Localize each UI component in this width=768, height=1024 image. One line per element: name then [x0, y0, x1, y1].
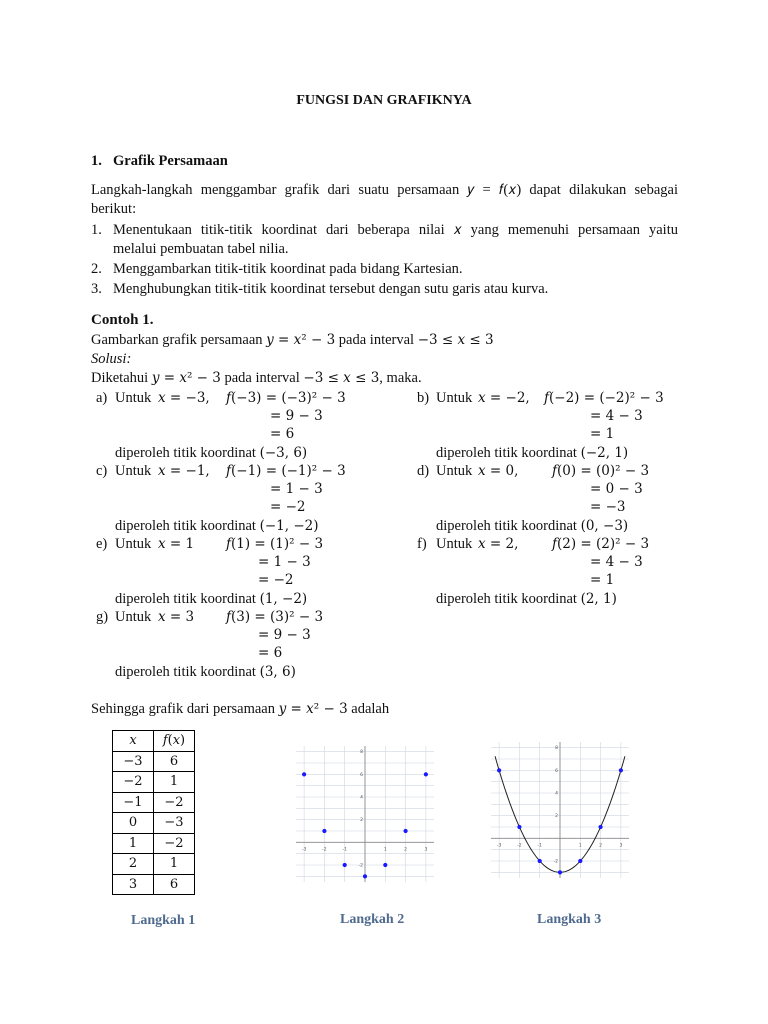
- case-f-label: f): [417, 536, 427, 552]
- step-3-number: 3.: [91, 281, 102, 297]
- case-c-step-1: = 1 − 3: [270, 481, 323, 497]
- case-d-label: d): [417, 463, 430, 479]
- case-b-step-1: = 4 − 3: [590, 408, 643, 424]
- table-header-x: 𝑥: [113, 731, 154, 752]
- case-d-function: 𝑓(0) = (0)² − 3: [552, 463, 650, 479]
- table-cell-x: −2: [113, 772, 154, 793]
- step-1-text-cont: melalui pembuatan tabel nilia.: [113, 241, 289, 257]
- x-tick-label: -2: [517, 843, 522, 849]
- step-1-text: Menentukaan titik-titik koordinat dari beberapa nilai 𝑥 yang memenuhi persamaan yaitu: [113, 222, 678, 238]
- case-e-coordinate: (1, −2): [259, 591, 308, 607]
- case-b-result: [436, 444, 628, 462]
- case-a-step-1: = 9 − 3: [270, 408, 323, 424]
- section-heading: Grafik Persamaan: [113, 153, 228, 169]
- case-e-label: e): [96, 536, 108, 552]
- table-row: [113, 833, 195, 854]
- given-prefix: Diketahui: [91, 370, 152, 386]
- x-tick-label: 3: [424, 847, 428, 853]
- case-d-result-text: diperoleh titik koordinat: [436, 518, 577, 534]
- case-a-coordinate: (−3, 6): [259, 445, 308, 461]
- case-a-result-text: diperoleh titik koordinat: [115, 445, 256, 461]
- table-cell-fx: 1: [154, 854, 195, 875]
- table-header-fx: 𝑓(𝑥): [154, 731, 195, 752]
- case-c-result: [115, 517, 319, 535]
- case-e-function: 𝑓(1) = (1)² − 3: [226, 536, 324, 552]
- case-f-coordinate: (2, 1): [580, 591, 617, 607]
- case-a-label: a): [96, 390, 108, 406]
- case-c-untuk: Untuk: [115, 463, 152, 479]
- table-row: [113, 751, 195, 772]
- data-point: [343, 863, 347, 867]
- step-3-text: Menghubungkan titik-titik koordinat tersebut dengan sutu garis atau kurva.: [113, 281, 549, 297]
- x-tick-label: -1: [342, 847, 347, 853]
- problem-prefix: Gambarkan grafik persamaan: [91, 332, 267, 348]
- table-cell-fx: 6: [154, 751, 195, 772]
- data-point: [497, 768, 501, 772]
- table-header-row: [113, 731, 195, 752]
- case-a-x: 𝑥 = −3,: [158, 390, 210, 406]
- case-g-coordinate: (3, 6): [259, 664, 296, 680]
- given-statement: [91, 369, 422, 387]
- case-d-result: [436, 517, 628, 535]
- case-a-function: 𝑓(−3) = (−3)² − 3: [226, 390, 346, 406]
- case-e-result: [115, 590, 307, 608]
- y-tick-label: 2: [360, 818, 363, 824]
- case-a-step-2: = 6: [270, 426, 295, 442]
- x-tick-label: -2: [322, 847, 327, 853]
- table-cell-x: −3: [113, 751, 154, 772]
- data-point: [322, 829, 326, 833]
- y-tick-label: 4: [555, 791, 558, 797]
- data-point: [578, 859, 582, 863]
- case-d-step-1: = 0 − 3: [590, 481, 643, 497]
- table-cell-fx: −2: [154, 833, 195, 854]
- table-cell-x: −1: [113, 792, 154, 813]
- x-tick-label: -1: [537, 843, 542, 849]
- section-number: 1.: [91, 153, 102, 169]
- x-tick-label: 1: [383, 847, 387, 853]
- case-e-step-2: = −2: [258, 572, 294, 588]
- case-c-label: c): [96, 463, 108, 479]
- case-b-result-text: diperoleh titik koordinat: [436, 445, 577, 461]
- data-point: [517, 825, 521, 829]
- table-row: [113, 874, 195, 895]
- case-d-x: 𝑥 = 0,: [478, 463, 519, 479]
- case-c-coordinate: (−1, −2): [259, 518, 319, 534]
- data-point: [558, 870, 562, 874]
- table-cell-x: 2: [113, 854, 154, 875]
- case-b-step-2: = 1: [590, 426, 615, 442]
- case-b-label: b): [417, 390, 430, 406]
- y-tick-label: 8: [360, 750, 363, 756]
- case-a-result: [115, 444, 307, 462]
- intro-line-2: berikut:: [91, 201, 137, 217]
- data-point: [403, 829, 407, 833]
- given-equation: 𝑦 = 𝑥² − 3: [151, 370, 221, 386]
- y-tick-label: 6: [555, 768, 558, 774]
- given-mid: pada interval: [220, 370, 304, 386]
- data-point: [619, 768, 623, 772]
- data-point: [598, 825, 602, 829]
- page-title: FUNGSI DAN GRAFIKNYA: [296, 93, 472, 108]
- caption-step-3: Langkah 3: [537, 912, 602, 927]
- case-b-function: 𝑓(−2) = (−2)² − 3: [544, 390, 664, 406]
- x-tick-label: 1: [578, 843, 582, 849]
- case-b-coordinate: (−2, 1): [580, 445, 629, 461]
- table-cell-fx: −3: [154, 813, 195, 834]
- case-c-x: 𝑥 = −1,: [158, 463, 210, 479]
- y-tick-label: 6: [360, 772, 363, 778]
- case-g-function: 𝑓(3) = (3)² − 3: [226, 609, 324, 625]
- case-g-x: 𝑥 = 3: [158, 609, 195, 625]
- case-e-x: 𝑥 = 1: [158, 536, 195, 552]
- table-row: [113, 772, 195, 793]
- y-tick-label: 2: [555, 814, 558, 820]
- case-c-step-2: = −2: [270, 499, 306, 515]
- case-e-untuk: Untuk: [115, 536, 152, 552]
- case-f-function: 𝑓(2) = (2)² − 3: [552, 536, 650, 552]
- conclusion-suffix: adalah: [347, 701, 390, 717]
- step-1-number: 1.: [91, 222, 102, 238]
- case-g-label: g): [96, 609, 109, 625]
- table-row: [113, 792, 195, 813]
- case-f-untuk: Untuk: [436, 536, 473, 552]
- case-g-result-text: diperoleh titik koordinat: [115, 664, 256, 680]
- problem-equation: 𝑦 = 𝑥² − 3: [266, 332, 336, 348]
- problem-interval: −3 ≤ 𝑥 ≤ 3: [417, 332, 494, 348]
- given-suffix: , maka.: [379, 370, 422, 386]
- data-point: [383, 863, 387, 867]
- data-point: [363, 874, 367, 878]
- table-cell-x: 3: [113, 874, 154, 895]
- value-table: [112, 730, 195, 895]
- case-g-result: [115, 663, 296, 681]
- table-row: [113, 854, 195, 875]
- y-tick-label: 8: [555, 746, 558, 752]
- y-tick-label: 4: [360, 795, 363, 801]
- conclusion-equation: 𝑦 = 𝑥² − 3: [278, 701, 348, 717]
- x-tick-label: 3: [619, 843, 623, 849]
- case-f-x: 𝑥 = 2,: [478, 536, 519, 552]
- case-e-result-text: diperoleh titik koordinat: [115, 591, 256, 607]
- data-point: [302, 772, 306, 776]
- given-interval: −3 ≤ 𝑥 ≤ 3: [303, 370, 380, 386]
- conclusion: [91, 700, 389, 718]
- graph-step-3-parabola: [485, 736, 635, 884]
- table-cell-x: 1: [113, 833, 154, 854]
- problem-mid: pada interval: [335, 332, 418, 348]
- table-cell-fx: 6: [154, 874, 195, 895]
- example-heading: Contoh 1.: [91, 312, 154, 328]
- x-tick-label: 2: [404, 847, 408, 853]
- case-d-coordinate: (0, −3): [580, 518, 629, 534]
- caption-step-1: Langkah 1: [131, 913, 196, 928]
- conclusion-prefix: Sehingga grafik dari persamaan: [91, 701, 279, 717]
- case-e-step-1: = 1 − 3: [258, 554, 311, 570]
- data-point: [424, 772, 428, 776]
- x-tick-label: -3: [301, 847, 307, 853]
- step-2-text: Menggambarkan titik-titik koordinat pada bidang Kartesian.: [113, 261, 463, 277]
- x-tick-label: 2: [599, 843, 603, 849]
- case-c-function: 𝑓(−1) = (−1)² − 3: [226, 463, 346, 479]
- solution-label: Solusi:: [91, 351, 132, 367]
- case-f-result: [436, 590, 617, 608]
- case-f-step-2: = 1: [590, 572, 615, 588]
- graph-step-2-scatter: [290, 740, 440, 888]
- table-cell-x: 0: [113, 813, 154, 834]
- y-tick-label: -2: [553, 859, 558, 865]
- y-tick-label: -2: [358, 863, 363, 869]
- caption-step-2: Langkah 2: [340, 912, 405, 927]
- case-g-step-1: = 9 − 3: [258, 627, 311, 643]
- case-f-result-text: diperoleh titik koordinat: [436, 591, 577, 607]
- example-problem: [91, 331, 494, 349]
- case-g-untuk: Untuk: [115, 609, 152, 625]
- intro-line-1: Langkah-langkah menggambar grafik dari suatu persamaan 𝑦 = 𝑓(𝑥) dapat dilakukan sebagai: [91, 182, 678, 198]
- case-b-untuk: Untuk: [436, 390, 473, 406]
- case-d-untuk: Untuk: [436, 463, 473, 479]
- case-a-untuk: Untuk: [115, 390, 152, 406]
- case-g-step-2: = 6: [258, 645, 283, 661]
- table-cell-fx: −2: [154, 792, 195, 813]
- table-cell-fx: 1: [154, 772, 195, 793]
- case-c-result-text: diperoleh titik koordinat: [115, 518, 256, 534]
- data-point: [538, 859, 542, 863]
- table-row: [113, 813, 195, 834]
- step-2-number: 2.: [91, 261, 102, 277]
- x-tick-label: -3: [496, 843, 502, 849]
- case-b-x: 𝑥 = −2,: [478, 390, 530, 406]
- case-f-step-1: = 4 − 3: [590, 554, 643, 570]
- case-d-step-2: = −3: [590, 499, 626, 515]
